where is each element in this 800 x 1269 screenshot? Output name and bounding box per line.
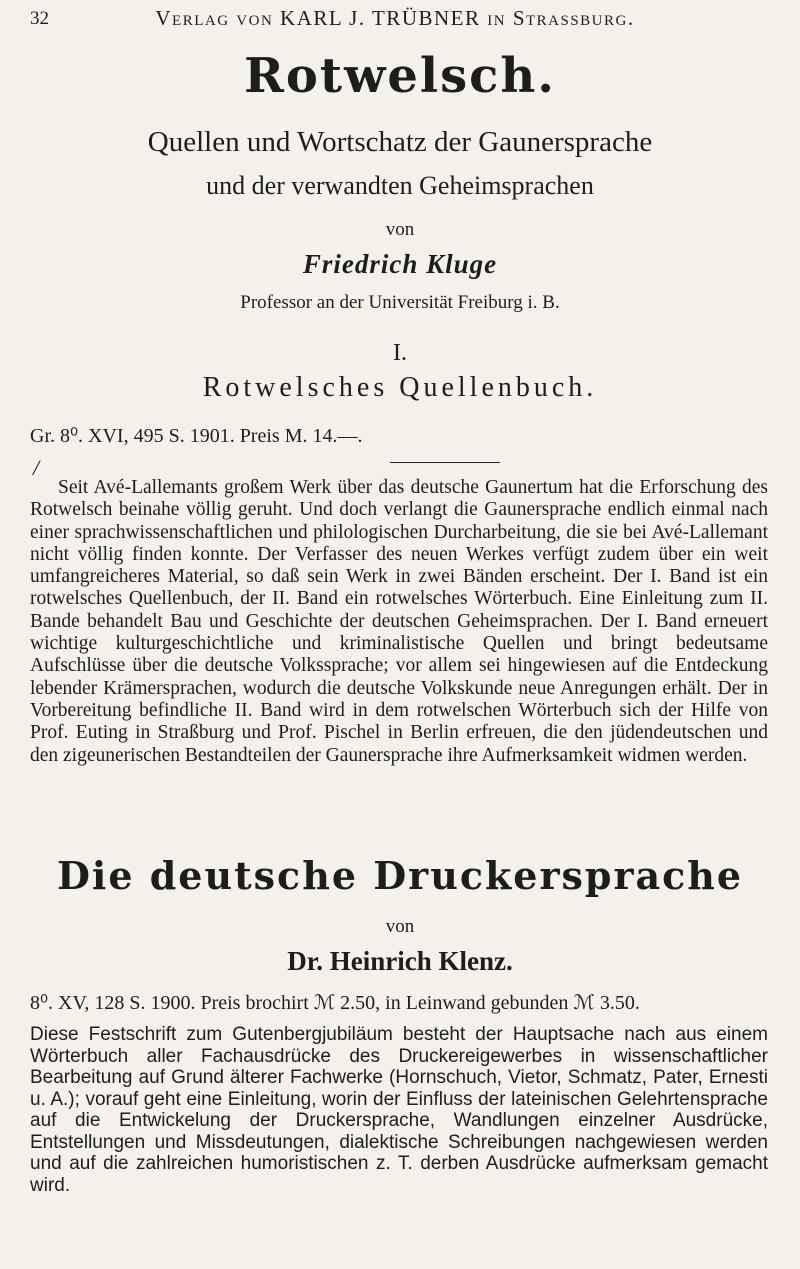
page-header bbox=[30, 6, 760, 36]
book1-title: Rotwelsch. bbox=[243, 48, 557, 104]
page-number: 32 bbox=[30, 8, 49, 29]
tick-mark: / bbox=[33, 455, 40, 480]
running-head: Verlag von KARL J. TRÜBNER in Strassburg. bbox=[155, 6, 635, 30]
divider-rule bbox=[390, 462, 500, 463]
book1-meta: Gr. 8⁰. XVI, 495 S. 1901. Preis M. 14.—. bbox=[30, 425, 363, 447]
book2-by: von bbox=[385, 916, 415, 937]
book1-part-number: I. bbox=[393, 340, 407, 366]
book1-description: Seit Avé-Lallemants großem Werk über das deutsche Gaunertum hat die Erforschung des Rotwelsch beinahe völlig geruht. Und doch verlangt die Gaunersprache endlich einmal nach einer sprachwissenschaftlichen und philologischen Durcharbeitung, die sie bei Avé-Lallemant nicht völlig finden konnte. Der Verfasser des neuen Werkes verfügt zudem über ein weit umfangreicheres Material, so daß sein Werk in zwei Bänden erscheint. Der I. Band ist ein rotwelsches Quellenbuch, der II. Band ein rotwelsches Wörterbuch. Eine Einleitung zum II. Bande behandelt Bau und Geschichte der deutschen Geheimsprachen. Der I. Band erneuert wichtige kulturgeschichtliche und kriminalistische Quellen und bringt bedeutsame Aufschlüsse über die deutsche Volkssprache; vor allem sei hingewiesen auf die Entdeckung lebender Krämersprachen, wodurch die deutsche Volkskunde neue Anregungen erhält. Der in Vorbereitung befindliche II. Band wird in dem rotwelschen Wörterbuch sich der Hilfe von Prof. Euting in Straßburg und Prof. Pischel in Berlin erfreuen, die den jüdendeutschen und den zigeunerischen Bestandteilen der Gaunersprache ihre Aufmerksamkeit widmen werden. bbox=[30, 477, 768, 766]
book2-author: Dr. Heinrich Klenz. bbox=[287, 946, 513, 976]
book1-affiliation: Professor an der Universität Freiburg i. B. bbox=[240, 292, 560, 313]
book1-subtitle-line1: Quellen und Wortschatz der Gaunersprache bbox=[147, 126, 653, 158]
book1-by: von bbox=[385, 219, 415, 240]
book2-meta: 8⁰. XV, 128 S. 1900. Preis brochirt ℳ 2.50, in Leinwand gebunden ℳ 3.50. bbox=[30, 992, 640, 1014]
book1-part-title: Rotwelsches Quellenbuch. bbox=[202, 372, 598, 403]
book1-subtitle-line2: und der verwandten Geheimsprachen bbox=[206, 171, 594, 200]
book2-description: Diese Festschrift zum Gutenbergjubiläum besteht der Hauptsache nach aus einem Wörterbuch aller Fachausdrücke des Druckereigewerbes in wissenschaftlicher Bearbeitung auf Grund älterer Fachwerke (Hornschuch, Vietor, Schmatz, Pater, Ernesti u. A.); vorauf geht eine Einleitung, worin der Einfluss der lateinischen Gelehrtensprache auf die Entwickelung der Druckersprache, Wandlungen einzelner Ausdrücke, Entstellungen und Missdeutungen, dialektische Schreibungen nachgewiesen werden und auf die zahlreichen humoristischen z. T. derben Ausdrücke aufmerksam gemacht wird. bbox=[30, 1024, 768, 1196]
book2-title: Die deutsche Druckersprache bbox=[56, 853, 744, 898]
book1-author: Friedrich Kluge bbox=[302, 249, 498, 279]
